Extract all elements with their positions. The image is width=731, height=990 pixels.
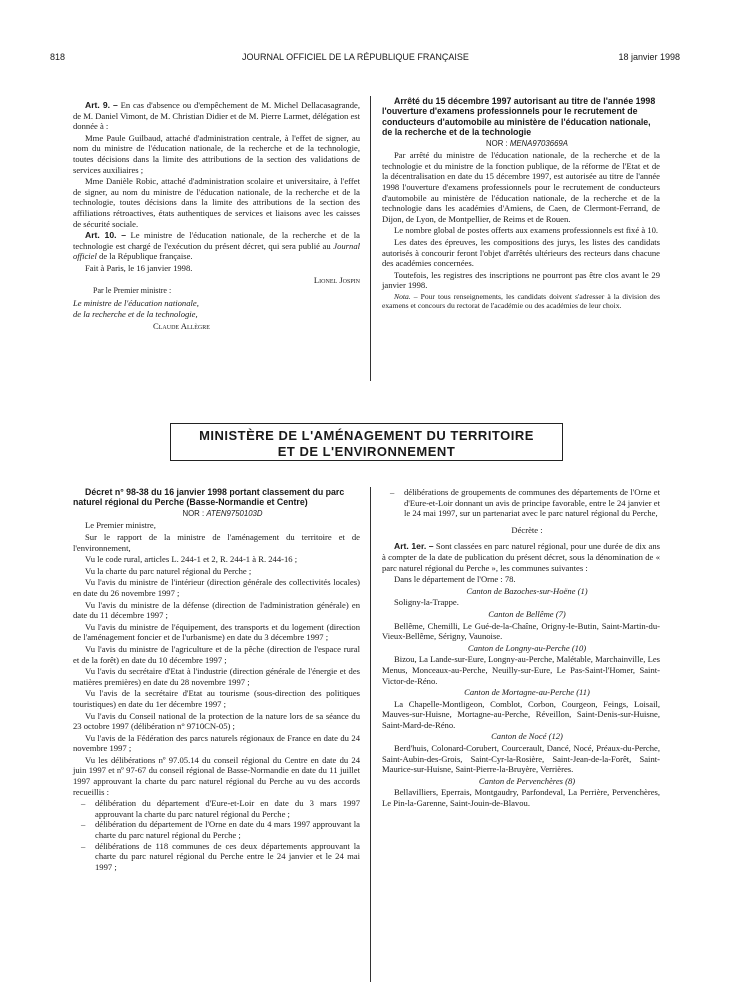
paragraph: Mme Danièle Robic, attaché d'administration scolaire et universitaire, à l'effet de signer, au nom du ministre de l'éducation nationale, de la recherche et de la technologie, toutes décisions dans la limite des attributions de la section des affiliations rétroactives, états authentiques de services et liaisons avec les caisses de sécurité sociale. — [73, 176, 360, 229]
column-right-top — [382, 96, 660, 311]
column-left-top — [73, 100, 360, 332]
signature-allegre: Claude Allègre — [153, 320, 210, 331]
visa-paragraph: Vu l'avis de la Fédération des parcs naturels régionaux de France en date du 24 novembre 1997 ; — [73, 732, 360, 754]
paragraph: Mme Paule Guilbaud, attaché d'administration centrale, à l'effet de signer, au nom du ministre de l'éducation nationale, de la recherche et de la technologie, toutes décisions dans la limite des attributions de la section des validations de services auxiliaires ; — [73, 132, 360, 175]
canton-heading: Canton de Pervenchères (8) — [478, 775, 576, 786]
visa-paragraph: Vu l'avis du ministre de la défense (direction de l'administration générale) en date du 11 décembre 1997 ; — [73, 599, 360, 621]
paragraph: Les dates des épreuves, les compositions des jurys, les listes des candidats autorisés à concourir feront l'objet d'arrêtés ultérieurs des recteurs dans chacune des académies concernées. — [382, 236, 660, 269]
par-le-premier-ministre: Par le Premier ministre : — [93, 286, 172, 296]
list-item: – délibérations de 118 communes de ces deux départements approuvant la charte du parc naturel régional du Perche entre le 24 janvier et le 24 mai 1997 ; — [95, 841, 360, 873]
column-left-bottom — [73, 487, 360, 872]
visa-paragraph: Vu l'avis du ministre de l'équipement, des transports et du logement (direction de l'aménagement foncier et de l'urbanisme) en date du 3 décembre 1997 ; — [73, 621, 360, 643]
visa-list — [73, 520, 360, 797]
visa-paragraph: Vu la charte du parc naturel régional du Perche ; — [85, 565, 252, 576]
commune-list: Bizou, La Lande-sur-Eure, Longny-au-Perche, Malétable, Marchainville, Les Menus, Monceaux-au-Perche, Neuilly-sur-Eure, Le Pas-Saint-l'Homer, Saint-Victor-de-Réno. — [382, 654, 660, 686]
nota: Nota. – Pour tous renseignements, les candidats doivent s'adresser à la division des examens et concours du rectorat de l'académie ou des académies de leur choix. — [382, 291, 660, 311]
arrete-title: Arrêté du 15 décembre 1997 autorisant au titre de l'année 1998 l'ouverture d'examens professionnels pour le recrutement de conducteurs d'automobile au ministère de l'éducation nationale, de la recherche et de la technologie — [382, 96, 656, 138]
column-divider — [370, 96, 371, 381]
deliberation-list — [382, 487, 660, 519]
visa-paragraph: Vu l'avis du secrétaire d'Etat à l'industrie (direction générale de l'énergie et des matières premières) en date du 28 novembre 1997 ; — [73, 666, 360, 687]
deliberation-list — [73, 798, 360, 872]
canton-heading: Canton de Longny-au-Perche (10) — [467, 642, 587, 653]
page-header — [50, 52, 680, 66]
list-item: – délibération du département de l'Orne en date du 4 mars 1997 approuvant la charte du parc naturel régional du Perche ; — [95, 819, 360, 840]
commune-list: Berd'huis, Colonard-Corubert, Courcerault, Dancé, Nocé, Préaux-du-Perche, Saint-Aubin-des-Grois, Saint-Cyr-la-Rosière, Saint-Jean-de-la-Forêt, Saint-Maurice-sur-Huisne, Saint-Pierre-la-Bruyère, Verrières. — [382, 743, 660, 775]
decrete: Décrète : — [511, 524, 543, 535]
article-9: Art. 9. – En cas d'absence ou d'empêchement de M. Michel Dellacasagrande, de M. Daniel Vimont, de M. Christian Didier et de M. Pierre Larmet, délégation est donnée à : — [73, 100, 360, 132]
visa-paragraph: Vu l'avis de la secrétaire d'Etat au tourisme (sous-direction des politiques touristiques) en date du 1er décembre 1997 ; — [73, 688, 360, 709]
canton-heading: Canton de Nocé (12) — [491, 731, 563, 742]
journal-title: JOURNAL OFFICIEL DE LA RÉPUBLIQUE FRANÇAISE — [242, 52, 469, 62]
column-divider — [370, 487, 371, 982]
column-right-bottom — [382, 487, 660, 810]
decret-title: Décret n° 98-38 du 16 janvier 1998 portant classement du parc naturel régional du Perche (Basse-Normandie et Centre) — [73, 487, 345, 508]
paragraph: Par arrêté du ministre de l'éducation nationale, de la recherche et de la technologie et du ministre de la fonction publique, de la réforme de l'Etat et de la décentralisation en date du 15 décembre 1997, est autorisée au titre de l'année 1998 l'ouverture d'examens professionnels pour le recrutement de conducteurs d'automobile au ministère de l'éducation nationale, de la recherche et de la technologie dans les académies d'Amiens, de Caen, de Clermont-Ferrand, de Dijon, de Lyon, de Montpellier, de Reims et de Rouen. — [382, 150, 660, 224]
visa-paragraph: Vu l'avis du ministre de l'agriculture et de la pêche (direction de l'espace rural et de la forêt) en date du 10 décembre 1997 ; — [73, 643, 360, 665]
signature-jospin: Lionel Jospin — [313, 274, 360, 285]
canton-heading: Canton de Mortagne-au-Perche (11) — [464, 687, 590, 698]
canton-heading: Canton de Bazoches-sur-Hoëne (1) — [466, 585, 588, 596]
commune-list: Bellême, Chemilli, Le Gué-de-la-Chaîne, Origny-le-Butin, Saint-Martin-du-Vieux-Bellême, Sérigny, Vaunoise. — [382, 620, 660, 642]
issue-date: 18 janvier 1998 — [618, 52, 680, 62]
ministry-heading: MINISTÈRE DE L'AMÉNAGEMENT DU TERRITOIRE ET DE L'ENVIRONNEMENT — [170, 423, 563, 461]
commune-list: La Chapelle-Montligeon, Comblot, Corbon, Courgeon, Feings, Loisail, Mauves-sur-Huisne, Mortagne-au-Perche, Réveillon, Saint-Denis-sur-Huisne, Saint-Mard-de-Réno. — [382, 698, 660, 730]
visa-paragraph: Vu le code rural, articles L. 244-1 et 2, R. 244-1 à R. 244-16 ; — [85, 554, 298, 565]
department: Dans le département de l'Orne : 78. — [394, 574, 516, 585]
canton-heading: Canton de Bellême (7) — [488, 608, 566, 619]
article-1: Art. 1er. – Sont classées en parc naturel régional, pour une durée de dix ans à compter de la date de publication du présent décret, sous la dénomination de « parc naturel régional du Perche », les communes suivantes : — [382, 541, 661, 573]
fait-a-paris: Fait à Paris, le 16 janvier 1998. — [85, 262, 193, 273]
canton-list — [382, 586, 660, 809]
minister-title: de la recherche et de la technologie, — [73, 309, 198, 320]
visa-paragraph: Sur le rapport de la ministre de l'aménagement du territoire et de l'environnement, — [73, 532, 360, 553]
visa-paragraph: Vu l'avis du Conseil national de la protection de la nature lors de sa séance du 23 octobre 1997 (délibération n° 9710CN-05) ; — [73, 710, 360, 732]
paragraph: Le nombre global de postes offerts aux examens professionnels est fixé à 10. — [394, 225, 659, 236]
paragraph: Toutefois, les registres des inscriptions ne pourront pas être clos avant le 29 janvier 1998. — [382, 269, 660, 291]
list-item: – délibérations de groupements de communes des départements de l'Orne et d'Eure-et-Loir donnant un avis de principe favorable, entre le 24 janvier et le 24 mai 1997, sur un partenariat avec le parc naturel régional du Perche, — [404, 487, 660, 519]
commune-list: Bellavilliers, Eperrais, Montgaudry, Parfondeval, La Perrière, Pervenchères, Le Pin-la-Garenne, Saint-Jouin-de-Blavou. — [382, 787, 660, 809]
nor-reference: NOR : ATEN9750103D — [182, 508, 263, 518]
visa-paragraph: Vu les délibérations nº 97.05.14 du conseil régional du Centre en date du 24 juin 1997 et nº 97-67 du conseil régional de Basse-Normandie en date du 11 juillet 1997 approuvant la charte du parc naturel régional du Perche au vu des accords recueillis : — [73, 754, 360, 797]
article-10: Art. 10. – Le ministre de l'éducation nationale, de la recherche et de la technologie est chargé de l'exécution du présent décret, qui sera publié au Journal officiel de la République française. — [73, 230, 360, 262]
minister-title: Le ministre de l'éducation nationale, — [73, 297, 199, 308]
page-number: 818 — [50, 52, 66, 62]
list-item: – délibération du département d'Eure-et-Loir en date du 3 mars 1997 approuvant la charte du parc naturel régional du Perche ; — [95, 798, 360, 819]
commune-list: Soligny-la-Trappe. — [394, 597, 459, 608]
nor-reference: NOR : MENA9703669A — [486, 138, 568, 148]
visa-paragraph: Le Premier ministre, — [85, 520, 156, 531]
visa-paragraph: Vu l'avis du ministre de l'intérieur (direction générale des collectivités locales) en date du 26 novembre 1997 ; — [73, 577, 360, 598]
